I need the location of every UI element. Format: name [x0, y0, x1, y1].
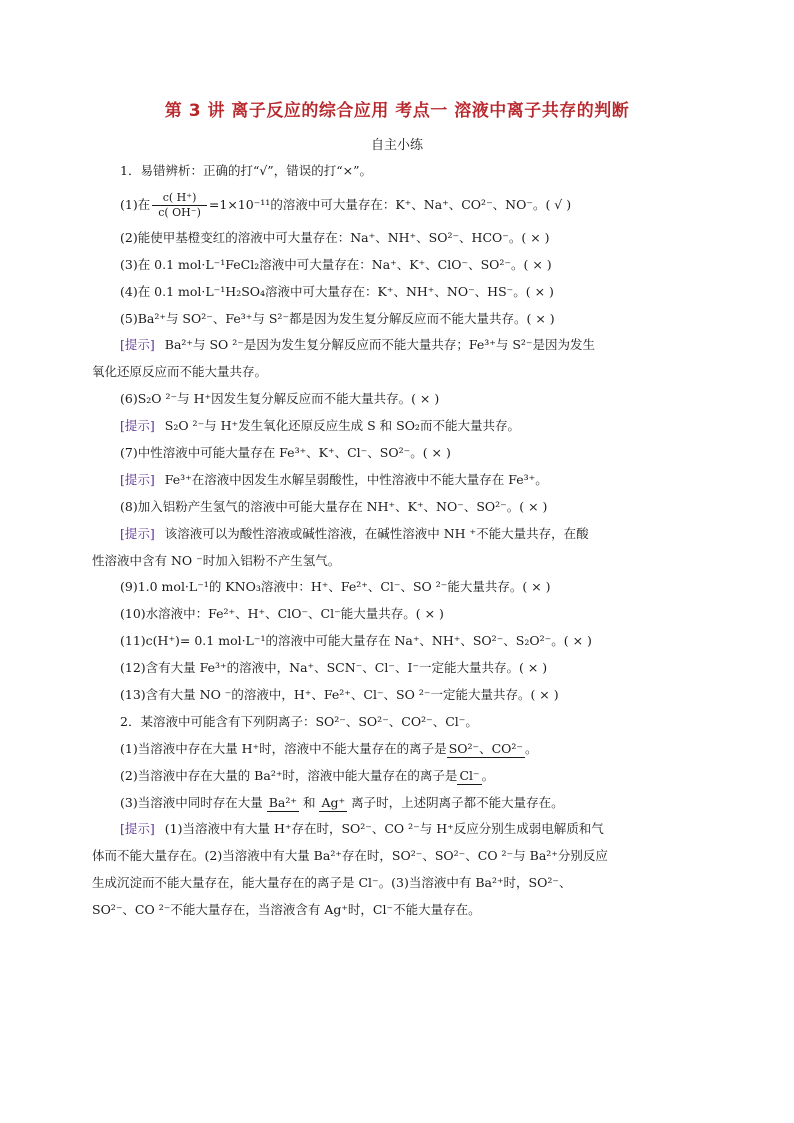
item-13: (13)含有大量 NO ⁻的溶液中，H⁺、Fe²⁺、Cl⁻、SO ²⁻一定能大量共存。( × )	[120, 687, 559, 703]
item-12: (12)含有大量 Fe³⁺的溶液中，Na⁺、SCN⁻、Cl⁻、I⁻一定能大量共存。( × )	[120, 660, 548, 676]
item-1-rest: =1×10⁻¹¹的溶液中可大量存在：K⁺、Na⁺、CO²⁻、NO⁻。( √ )	[208, 196, 572, 212]
item-7: (7)中性溶液中可能大量存在 Fe³⁺、K⁺、Cl⁻、SO²⁻。( × )	[120, 445, 451, 461]
item-6: (6)S₂O ²⁻与 H⁺因发生复分解反应而不能大量共存。( × )	[120, 391, 440, 407]
q2-part-2-end: 。	[481, 767, 495, 783]
ratio-fraction	[152, 191, 207, 220]
question-1-header: 1．易错辨析：正确的打“√”，错误的打“×”。	[120, 163, 372, 178]
answer-blank: Ag⁺	[321, 794, 346, 810]
hint-text: S₂O ²⁻与 H⁺发生氧化还原反应生成 S 和 SO₂而不能大量共存。	[164, 418, 520, 434]
hint-7	[120, 467, 680, 494]
q2-part-3-and: 和	[302, 794, 316, 810]
q2-part-3-rest: 离子时，上述阴离子都不能大量存在。	[351, 794, 564, 810]
q2-part-1	[120, 736, 680, 763]
hint-5-cont: 氧化还原反应而不能大量共存。	[92, 364, 268, 380]
hint-label: [提示]	[120, 418, 155, 434]
hint-8	[120, 521, 680, 548]
q2-part-1-end: 。	[525, 740, 538, 756]
section-subtitle: 自主小练	[370, 138, 423, 153]
item-11: (11)c(H⁺)= 0.1 mol·L⁻¹的溶液中可能大量存在 Na⁺、NH⁺、SO²⁻、S₂O²⁻。( × )	[120, 633, 592, 649]
item-5: (5)Ba²⁺与 SO²⁻、Fe³⁺与 S²⁻都是因为发生复分解反应而不能大量共存。( × )	[120, 310, 555, 326]
hint-label: [提示]	[120, 471, 155, 487]
q2-part-2-text: (2)当溶液中存在大量的 Ba²⁺时，溶液中能大量存在的离子是	[120, 767, 458, 783]
item-1	[120, 185, 680, 225]
item-8: (8)加入铝粉产生氢气的溶液中可能大量存在 NH⁺、K⁺、NO⁻、SO²⁻。( × )	[120, 498, 548, 514]
hint-text: Fe³⁺在溶液中因发生水解呈弱酸性，中性溶液中不能大量存在 Fe³⁺。	[164, 471, 548, 487]
hint-6	[120, 413, 680, 440]
hint-text: (1)当溶液中有大量 H⁺存在时，SO²⁻、CO ²⁻与 H⁺反应分别生成弱电解质和气	[164, 821, 604, 837]
answer-blank: Cl⁻	[459, 767, 480, 783]
q2-part-3	[120, 790, 680, 817]
item-2: (2)能使甲基橙变红的溶液中可大量存在：Na⁺、NH⁺、SO²⁻、HCO⁻。( × )	[120, 229, 550, 245]
item-10: (10)水溶液中：Fe²⁺、H⁺、ClO⁻、Cl⁻能大量共存。( × )	[120, 606, 444, 622]
hint-label: [提示]	[120, 525, 155, 541]
question-2-header: 2．某溶液中可能含有下列阴离子：SO²⁻、SO²⁻、CO²⁻、Cl⁻。	[120, 713, 478, 729]
item-3: (3)在 0.1 mol·L⁻¹FeCl₂溶液中可大量存在：Na⁺、K⁺、ClO⁻、SO²⁻。( × )	[120, 256, 552, 272]
hint-label: [提示]	[120, 821, 155, 837]
item-1-prefix: (1)在	[120, 196, 151, 212]
hint-q2	[120, 816, 680, 843]
hint-q2-cont-1: 体而不能大量存在。(2)当溶液中有大量 Ba²⁺存在时，SO²⁻、SO²⁻、CO ²⁻与 Ba²⁺分别反应	[92, 848, 608, 864]
q2-part-3-text: (3)当溶液中同时存在大量	[120, 794, 263, 810]
item-4: (4)在 0.1 mol·L⁻¹H₂SO₄溶液中可大量存在：K⁺、NH⁺、NO⁻、HS⁻。( × )	[120, 283, 554, 299]
item-9: (9)1.0 mol·L⁻¹的 KNO₃溶液中：H⁺、Fe²⁺、Cl⁻、SO ²⁻能大量共存。( × )	[120, 579, 551, 595]
answer-blank: Ba²⁺	[268, 794, 297, 810]
hint-label: [提示]	[120, 337, 155, 353]
hint-text: 该溶液可以为酸性溶液或碱性溶液，在碱性溶液中 NH ⁺不能大量共存，在酸	[164, 525, 589, 541]
answer-blank: SO²⁻、CO²⁻	[448, 740, 524, 756]
hint-q2-cont-3: SO²⁻、CO ²⁻不能大量存在，当溶液含有 Ag⁺时，Cl⁻不能大量存在。	[92, 902, 481, 918]
q2-part-2	[120, 763, 680, 790]
hint-q2-cont-2: 生成沉淀而不能大量存在，能大量存在的离子是 Cl⁻。(3)当溶液中有 Ba²⁺时，SO²⁻、	[92, 875, 572, 891]
q2-part-1-text: (1)当溶液中存在大量 H⁺时，溶液中不能大量存在的离子是	[120, 740, 447, 756]
fraction-numerator: c( H⁺)	[152, 191, 207, 206]
hint-text: Ba²⁺与 SO ²⁻是因为发生复分解反应而不能大量共存；Fe³⁺与 S²⁻是因为发生	[164, 337, 596, 353]
hint-5	[120, 332, 680, 359]
page-title: 第 3 讲 离子反应的综合应用 考点一 溶液中离子共存的判断	[164, 101, 630, 121]
fraction-denominator: c( OH⁻)	[158, 205, 201, 219]
exercise-content	[92, 158, 680, 924]
hint-8-cont: 性溶液中含有 NO ⁻时加入铝粉不产生氢气。	[92, 552, 341, 568]
